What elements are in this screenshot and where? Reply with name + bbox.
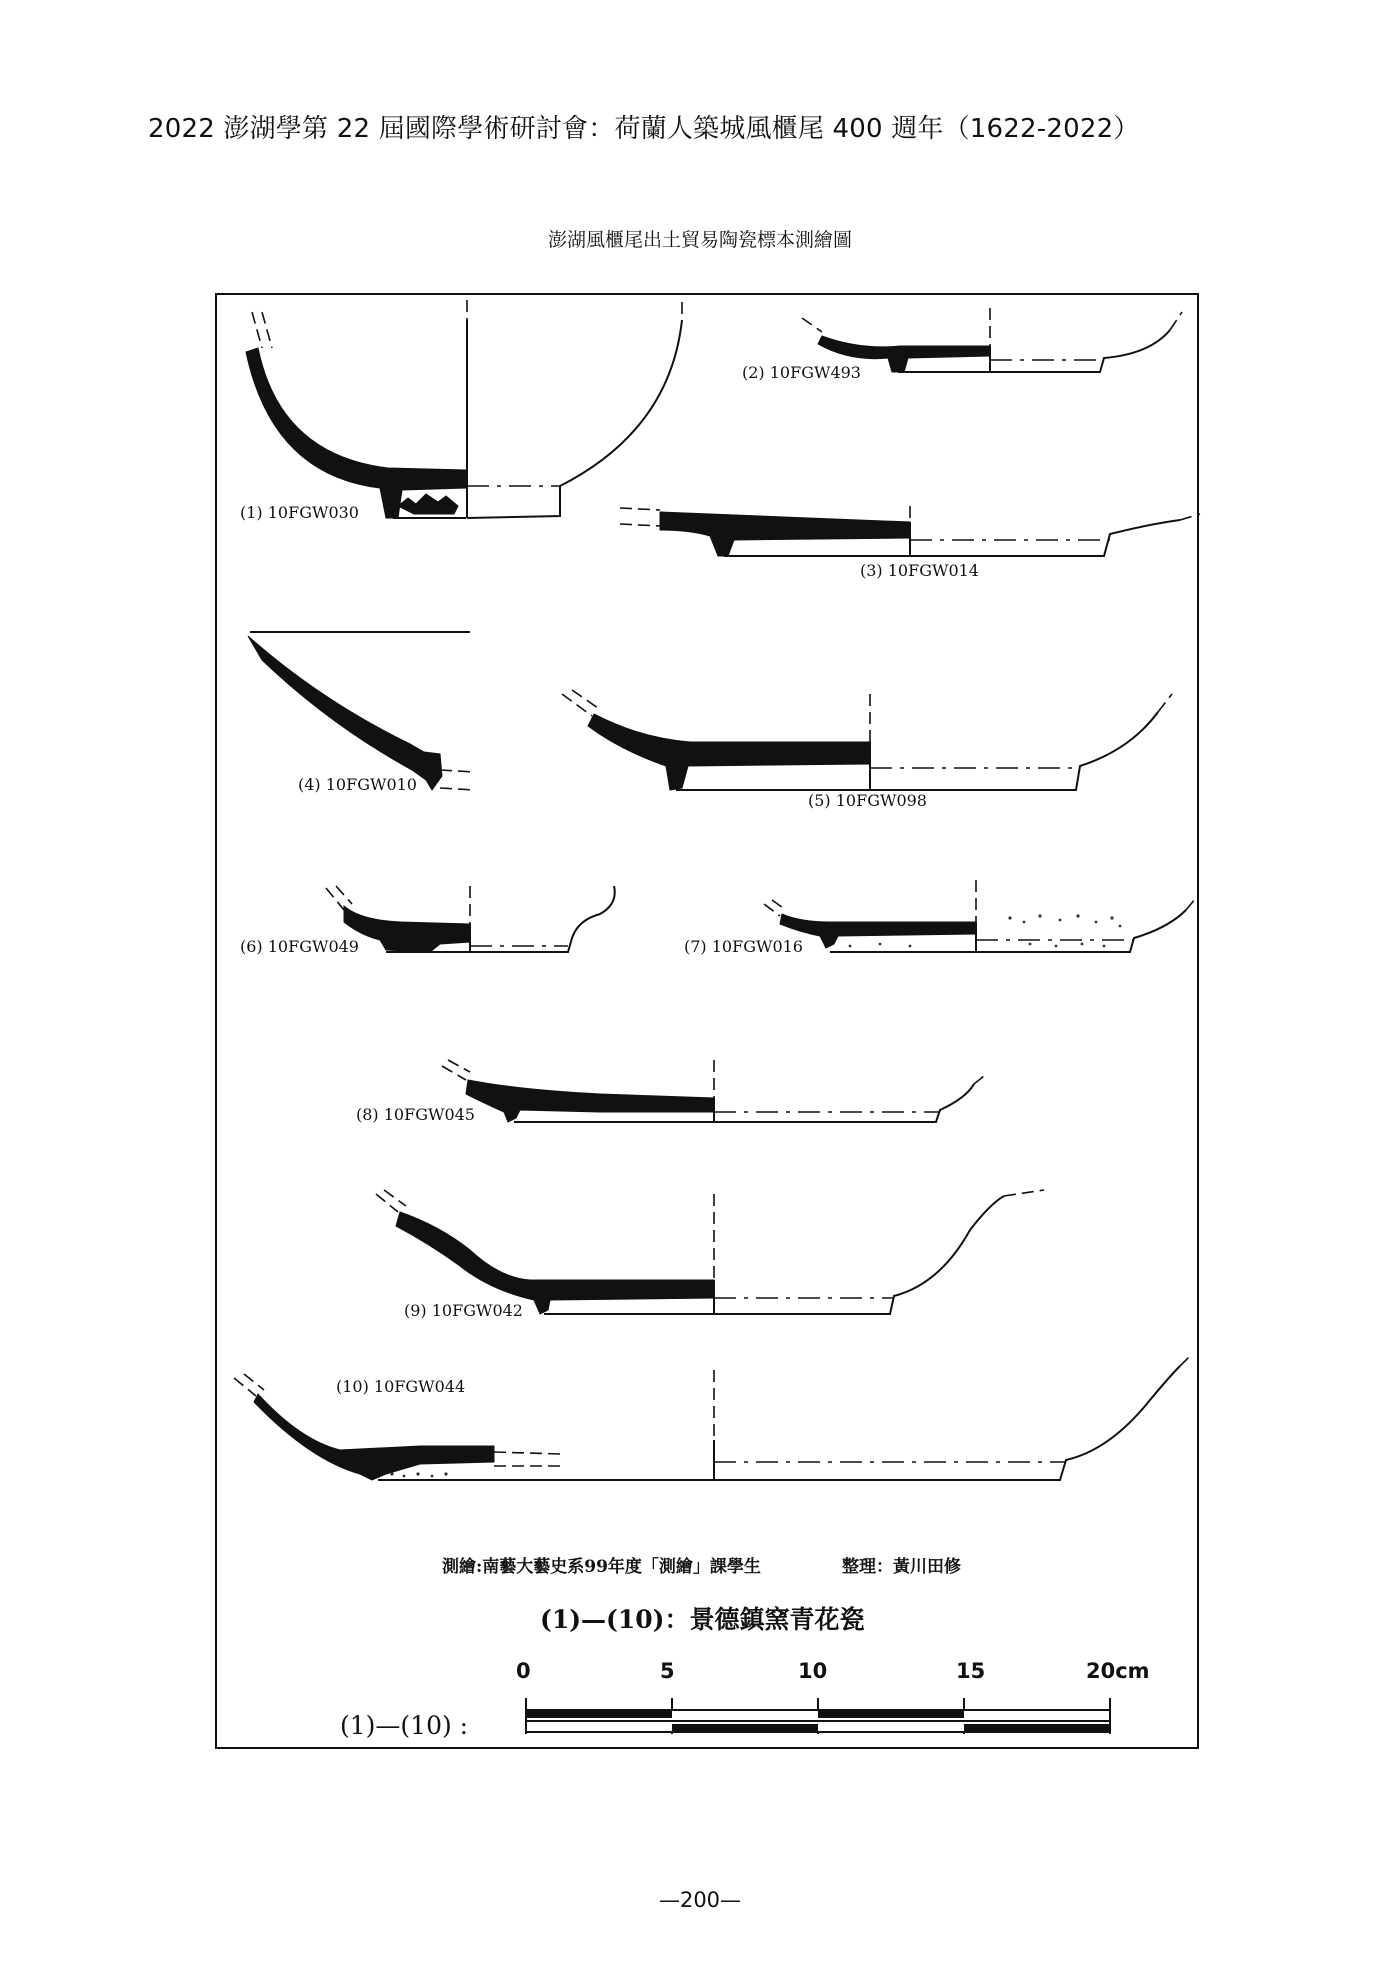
credit-editor: 整理：黃川田修 xyxy=(842,1557,961,1577)
specimen-10-drawing xyxy=(234,1356,1190,1480)
specimen-9-drawing xyxy=(376,1190,1044,1314)
specimen-8-drawing xyxy=(442,1060,984,1122)
page-number: —200— xyxy=(658,1888,742,1912)
scale-tick-10: 10 xyxy=(798,1659,828,1683)
specimen-1-drawing xyxy=(246,300,682,518)
figure-title: 澎湖風櫃尾出土貿易陶瓷標本測繪圖 xyxy=(547,229,852,251)
scale-tick-15: 15 xyxy=(956,1659,986,1683)
scale-tick-0: 0 xyxy=(516,1659,531,1683)
ware-caption: (1)—(10)：景德鎮窯青花瓷 xyxy=(540,1605,865,1634)
specimen-3-drawing xyxy=(620,506,1200,556)
specimen-10-label: (10) 10FGW044 xyxy=(336,1377,466,1396)
specimen-3-label: (3) 10FGW014 xyxy=(860,561,979,580)
credit-drawing: 測繪:南藝大藝史系99年度「測繪」課學生 xyxy=(442,1557,761,1577)
specimen-6-label: (6) 10FGW049 xyxy=(240,937,359,956)
scale-label: (1)—(10) : xyxy=(340,1711,469,1740)
specimen-9-label: (9) 10FGW042 xyxy=(404,1301,523,1320)
header-title: 2022 澎湖學第 22 屆國際學術研討會：荷蘭人築城風櫃尾 400 週年（1622-2022） xyxy=(148,114,1140,144)
specimen-2-label: (2) 10FGW493 xyxy=(742,363,861,382)
specimen-6-drawing xyxy=(326,886,615,952)
specimen-5-label: (5) 10FGW098 xyxy=(808,791,927,810)
specimen-7-label: (7) 10FGW016 xyxy=(684,937,803,956)
scale-tick-5: 5 xyxy=(660,1659,675,1683)
specimen-5-drawing xyxy=(562,690,1172,790)
specimen-8-label: (8) 10FGW045 xyxy=(356,1105,475,1124)
specimen-7-drawing xyxy=(764,880,1196,952)
specimen-4-label: (4) 10FGW010 xyxy=(298,775,417,794)
scale-tick-20: 20cm xyxy=(1086,1659,1150,1683)
specimen-1-label: (1) 10FGW030 xyxy=(240,503,359,522)
scale-bar xyxy=(340,1659,1150,1740)
specimen-4-drawing xyxy=(248,632,474,790)
